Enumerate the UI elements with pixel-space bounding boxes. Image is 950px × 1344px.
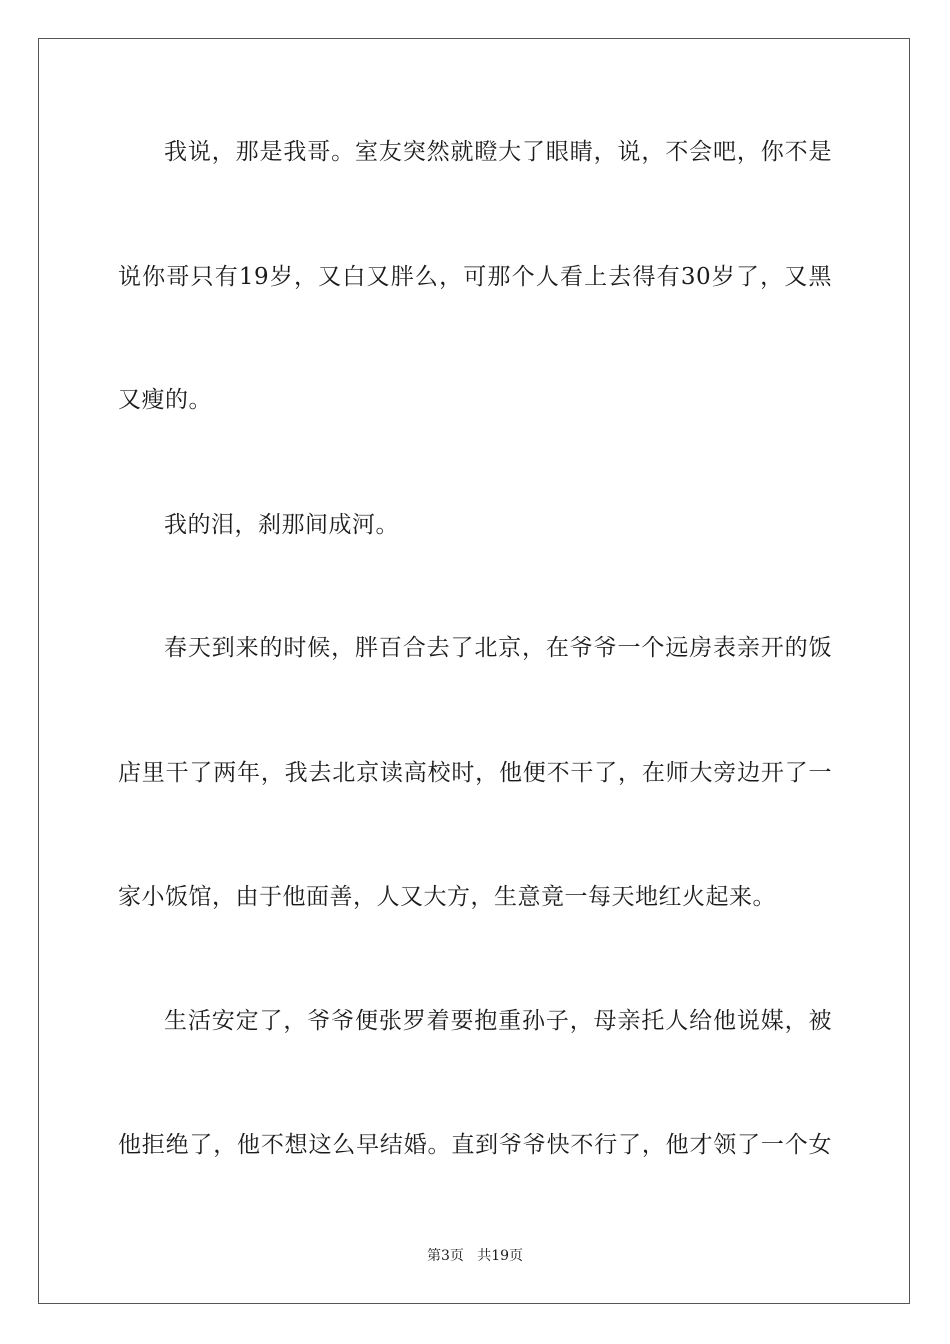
paragraph-line: 又瘦的。 — [118, 387, 212, 413]
paragraph-line: 他拒绝了，他不想这么早结婚。直到爷爷快不行了，他才领了一个女 — [118, 1132, 832, 1158]
paragraph-line: 店里干了两年，我去北京读高校时，他便不干了，在师大旁边开了一 — [118, 760, 832, 786]
paragraph-line: 说你哥只有19岁，又白又胖么，可那个人看上去得有30岁了，又黑 — [118, 264, 832, 290]
paragraph-line: 我说，那是我哥。室友突然就瞪大了眼睛，说，不会吧，你不是 — [164, 139, 832, 165]
page-number-footer: 第3页 共19页 — [426, 1248, 524, 1264]
paragraph-line: 春天到来的时候，胖百合去了北京，在爷爷一个远房表亲开的饭 — [164, 635, 832, 661]
page-border — [38, 38, 910, 1304]
paragraph-line: 我的泪，刹那间成河。 — [164, 512, 399, 538]
paragraph-line: 家小饭馆，由于他面善，人又大方，生意竟一每天地红火起来。 — [118, 884, 776, 910]
paragraph-line: 生活安定了，爷爷便张罗着要抱重孙子，母亲托人给他说媒，被 — [164, 1008, 832, 1034]
